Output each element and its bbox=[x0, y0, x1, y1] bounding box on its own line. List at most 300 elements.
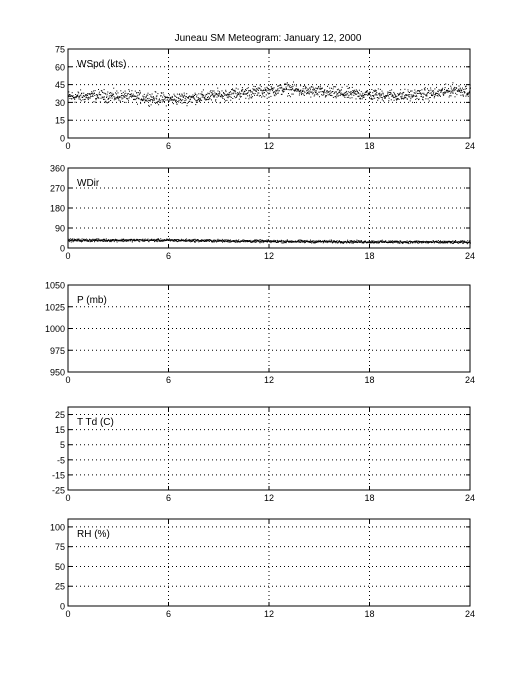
data-point bbox=[275, 240, 276, 241]
data-point bbox=[423, 99, 424, 100]
data-point bbox=[103, 99, 104, 100]
x-tick-label: 24 bbox=[464, 493, 476, 503]
data-point bbox=[361, 96, 362, 97]
data-point bbox=[469, 91, 470, 92]
data-point bbox=[129, 91, 130, 92]
data-point bbox=[370, 95, 371, 96]
data-point bbox=[210, 90, 211, 91]
data-point bbox=[428, 98, 429, 99]
data-point bbox=[257, 95, 258, 96]
data-point bbox=[331, 92, 332, 93]
data-point bbox=[123, 92, 124, 93]
data-point bbox=[453, 90, 454, 91]
data-point bbox=[319, 96, 320, 97]
data-point bbox=[393, 97, 394, 98]
data-point bbox=[177, 94, 178, 95]
data-point bbox=[213, 95, 214, 96]
data-point bbox=[272, 90, 273, 91]
data-point bbox=[391, 93, 392, 94]
data-point bbox=[77, 95, 78, 96]
data-point bbox=[335, 86, 336, 87]
data-point bbox=[90, 98, 91, 99]
data-point bbox=[248, 98, 249, 99]
x-tick-label: 18 bbox=[364, 251, 375, 261]
data-point bbox=[178, 98, 179, 99]
data-point bbox=[265, 88, 266, 89]
data-point bbox=[129, 97, 130, 98]
data-point bbox=[373, 96, 374, 97]
data-point bbox=[316, 90, 317, 91]
data-point bbox=[140, 93, 141, 94]
data-point bbox=[347, 240, 348, 241]
data-point bbox=[179, 98, 180, 99]
data-point bbox=[438, 89, 439, 90]
data-point bbox=[199, 101, 200, 102]
data-point bbox=[209, 241, 210, 242]
data-point bbox=[352, 97, 353, 98]
data-point bbox=[298, 89, 299, 90]
data-point bbox=[376, 242, 377, 243]
data-point bbox=[174, 99, 175, 100]
data-point bbox=[462, 88, 463, 89]
data-point bbox=[277, 86, 278, 87]
data-point bbox=[209, 98, 210, 99]
data-point bbox=[248, 87, 249, 88]
data-point bbox=[252, 96, 253, 97]
data-point bbox=[261, 240, 262, 241]
data-point bbox=[438, 96, 439, 97]
data-point bbox=[395, 96, 396, 97]
data-point bbox=[227, 241, 228, 242]
data-point bbox=[450, 91, 451, 92]
data-point bbox=[304, 241, 305, 242]
data-point bbox=[251, 97, 252, 98]
data-point bbox=[98, 89, 99, 90]
data-point bbox=[443, 92, 444, 93]
data-point bbox=[126, 102, 127, 103]
data-point bbox=[94, 241, 95, 242]
data-point bbox=[405, 97, 406, 98]
data-point bbox=[301, 94, 302, 95]
data-point bbox=[131, 239, 132, 240]
data-point bbox=[87, 97, 88, 98]
data-point bbox=[334, 92, 335, 93]
data-point bbox=[224, 99, 225, 100]
data-point bbox=[273, 92, 274, 93]
data-point bbox=[175, 96, 176, 97]
data-point bbox=[109, 96, 110, 97]
data-point bbox=[88, 99, 89, 100]
data-point bbox=[381, 97, 382, 98]
data-point bbox=[215, 101, 216, 102]
data-point bbox=[378, 88, 379, 89]
data-point bbox=[254, 242, 255, 243]
data-point bbox=[152, 94, 153, 95]
data-point bbox=[366, 94, 367, 95]
data-point bbox=[401, 97, 402, 98]
data-point bbox=[277, 93, 278, 94]
data-point bbox=[107, 92, 108, 93]
data-point bbox=[389, 98, 390, 99]
data-point bbox=[287, 85, 288, 86]
data-point bbox=[187, 105, 188, 106]
data-point bbox=[183, 96, 184, 97]
data-point bbox=[130, 96, 131, 97]
data-point bbox=[113, 240, 114, 241]
data-point bbox=[356, 94, 357, 95]
data-point bbox=[263, 242, 264, 243]
data-point bbox=[152, 100, 153, 101]
data-point bbox=[371, 241, 372, 242]
data-point bbox=[232, 88, 233, 89]
data-point bbox=[160, 102, 161, 103]
data-point bbox=[262, 241, 263, 242]
data-point bbox=[287, 239, 288, 240]
data-point bbox=[397, 93, 398, 94]
data-point bbox=[351, 94, 352, 95]
data-point bbox=[218, 91, 219, 92]
data-point bbox=[394, 97, 395, 98]
data-point bbox=[340, 91, 341, 92]
data-point bbox=[175, 100, 176, 101]
data-point bbox=[408, 94, 409, 95]
data-point bbox=[445, 87, 446, 88]
data-point bbox=[232, 98, 233, 99]
data-point bbox=[213, 96, 214, 97]
data-point bbox=[214, 92, 215, 93]
data-point bbox=[318, 87, 319, 88]
data-point bbox=[302, 91, 303, 92]
data-point bbox=[267, 98, 268, 99]
data-point bbox=[247, 240, 248, 241]
data-point bbox=[213, 240, 214, 241]
data-point bbox=[439, 242, 440, 243]
data-point bbox=[249, 90, 250, 91]
data-point bbox=[291, 87, 292, 88]
data-point bbox=[106, 102, 107, 103]
data-point bbox=[249, 95, 250, 96]
data-point bbox=[260, 241, 261, 242]
data-point bbox=[304, 91, 305, 92]
data-point bbox=[186, 239, 187, 240]
data-point bbox=[200, 99, 201, 100]
data-point bbox=[459, 241, 460, 242]
data-point bbox=[357, 96, 358, 97]
data-point bbox=[77, 96, 78, 97]
data-point bbox=[300, 242, 301, 243]
data-point bbox=[243, 240, 244, 241]
data-point bbox=[227, 94, 228, 95]
data-point bbox=[234, 240, 235, 241]
data-point bbox=[403, 92, 404, 93]
data-point bbox=[362, 95, 363, 96]
data-point bbox=[79, 239, 80, 240]
data-point bbox=[210, 91, 211, 92]
data-point bbox=[322, 95, 323, 96]
data-point bbox=[150, 99, 151, 100]
data-point bbox=[117, 96, 118, 97]
data-point bbox=[163, 92, 164, 93]
data-point bbox=[123, 241, 124, 242]
data-point bbox=[276, 94, 277, 95]
data-point bbox=[191, 102, 192, 103]
data-point bbox=[271, 86, 272, 87]
data-point bbox=[148, 100, 149, 101]
data-point bbox=[438, 91, 439, 92]
data-point bbox=[174, 94, 175, 95]
data-point bbox=[88, 98, 89, 99]
data-point bbox=[443, 242, 444, 243]
data-point bbox=[273, 89, 274, 90]
data-point bbox=[179, 94, 180, 95]
data-point bbox=[335, 96, 336, 97]
data-point bbox=[440, 90, 441, 91]
panel-label: P (mb) bbox=[77, 295, 107, 306]
data-point bbox=[416, 96, 417, 97]
data-point bbox=[228, 242, 229, 243]
data-point bbox=[184, 93, 185, 94]
data-point bbox=[219, 91, 220, 92]
data-point bbox=[206, 94, 207, 95]
data-point bbox=[372, 95, 373, 96]
data-point bbox=[259, 96, 260, 97]
data-point bbox=[452, 92, 453, 93]
data-point bbox=[266, 91, 267, 92]
data-point bbox=[338, 92, 339, 93]
data-point bbox=[217, 97, 218, 98]
data-point bbox=[393, 92, 394, 93]
data-point bbox=[268, 93, 269, 94]
data-point bbox=[432, 242, 433, 243]
data-point bbox=[135, 91, 136, 92]
data-point bbox=[270, 89, 271, 90]
data-point bbox=[261, 89, 262, 90]
y-tick-label: 15 bbox=[54, 425, 65, 436]
data-point bbox=[325, 92, 326, 93]
data-point bbox=[431, 92, 432, 93]
data-point bbox=[348, 97, 349, 98]
data-point bbox=[278, 85, 279, 86]
data-point bbox=[348, 241, 349, 242]
figure-title: Juneau SM Meteogram: January 12, 2000 bbox=[174, 33, 362, 44]
data-point bbox=[216, 240, 217, 241]
data-point bbox=[82, 97, 83, 98]
data-point bbox=[185, 102, 186, 103]
data-point bbox=[462, 243, 463, 244]
data-point bbox=[415, 93, 416, 94]
data-point bbox=[256, 90, 257, 91]
data-point bbox=[252, 91, 253, 92]
data-point bbox=[283, 89, 284, 90]
data-point bbox=[189, 96, 190, 97]
data-point bbox=[305, 86, 306, 87]
data-point bbox=[402, 98, 403, 99]
data-point bbox=[467, 93, 468, 94]
data-point bbox=[205, 99, 206, 100]
data-point bbox=[116, 239, 117, 240]
data-point bbox=[451, 242, 452, 243]
data-point bbox=[91, 96, 92, 97]
data-point bbox=[467, 243, 468, 244]
data-point bbox=[309, 93, 310, 94]
data-point bbox=[408, 91, 409, 92]
data-point bbox=[121, 95, 122, 96]
data-point bbox=[277, 241, 278, 242]
data-point bbox=[291, 90, 292, 91]
data-point bbox=[287, 84, 288, 85]
data-point bbox=[455, 242, 456, 243]
data-point bbox=[460, 88, 461, 89]
data-point bbox=[240, 93, 241, 94]
data-point bbox=[174, 241, 175, 242]
data-point bbox=[398, 241, 399, 242]
data-point bbox=[157, 240, 158, 241]
data-point bbox=[218, 96, 219, 97]
data-point bbox=[230, 100, 231, 101]
data-point bbox=[176, 239, 177, 240]
data-point bbox=[369, 92, 370, 93]
data-point bbox=[211, 99, 212, 100]
data-point bbox=[446, 92, 447, 93]
data-point bbox=[110, 100, 111, 101]
data-point bbox=[299, 91, 300, 92]
data-point bbox=[246, 94, 247, 95]
data-point bbox=[93, 101, 94, 102]
data-point bbox=[343, 243, 344, 244]
data-point bbox=[361, 241, 362, 242]
data-point bbox=[354, 93, 355, 94]
data-point bbox=[350, 94, 351, 95]
data-point bbox=[184, 100, 185, 101]
data-point bbox=[374, 91, 375, 92]
data-point bbox=[133, 96, 134, 97]
x-tick-label: 6 bbox=[165, 609, 172, 619]
data-point bbox=[259, 240, 260, 241]
data-point bbox=[236, 96, 237, 97]
data-point bbox=[369, 94, 370, 95]
data-point bbox=[139, 98, 140, 99]
data-point bbox=[295, 90, 296, 91]
x-tick-label: 18 bbox=[364, 141, 375, 151]
data-point bbox=[82, 238, 83, 239]
data-point bbox=[218, 93, 219, 94]
data-point bbox=[381, 95, 382, 96]
data-point bbox=[410, 100, 411, 101]
data-point bbox=[238, 89, 239, 90]
data-point bbox=[173, 240, 174, 241]
y-tick-label: 45 bbox=[54, 80, 65, 91]
data-point bbox=[393, 242, 394, 243]
data-point bbox=[372, 99, 373, 100]
data-point bbox=[139, 90, 140, 91]
y-tick-label: -15 bbox=[51, 470, 65, 481]
data-point bbox=[378, 97, 379, 98]
data-point bbox=[167, 99, 168, 100]
data-point bbox=[372, 242, 373, 243]
data-point bbox=[137, 104, 138, 105]
data-point bbox=[155, 103, 156, 104]
data-point bbox=[465, 96, 466, 97]
data-point bbox=[432, 95, 433, 96]
data-point bbox=[177, 104, 178, 105]
data-point bbox=[235, 97, 236, 98]
data-point bbox=[84, 101, 85, 102]
data-point bbox=[253, 86, 254, 87]
data-point bbox=[295, 89, 296, 90]
data-point bbox=[154, 98, 155, 99]
data-point bbox=[268, 239, 269, 240]
data-point bbox=[421, 96, 422, 97]
data-point bbox=[255, 242, 256, 243]
data-point bbox=[232, 89, 233, 90]
data-point bbox=[289, 95, 290, 96]
data-point bbox=[316, 242, 317, 243]
data-point bbox=[250, 92, 251, 93]
data-point bbox=[110, 241, 111, 242]
data-point bbox=[317, 93, 318, 94]
data-point bbox=[463, 96, 464, 97]
data-point bbox=[219, 94, 220, 95]
y-tick-label: 5 bbox=[59, 440, 65, 451]
data-point bbox=[346, 92, 347, 93]
data-point bbox=[222, 90, 223, 91]
data-point bbox=[414, 90, 415, 91]
data-point bbox=[185, 240, 186, 241]
data-point bbox=[425, 87, 426, 88]
data-point bbox=[337, 240, 338, 241]
data-point bbox=[300, 85, 301, 86]
data-point bbox=[158, 238, 159, 239]
x-tick-label: 0 bbox=[65, 609, 71, 619]
data-point bbox=[321, 94, 322, 95]
data-point bbox=[132, 242, 133, 243]
data-point bbox=[452, 90, 453, 91]
data-point bbox=[356, 240, 357, 241]
data-point bbox=[169, 94, 170, 95]
data-point bbox=[300, 91, 301, 92]
data-point bbox=[285, 89, 286, 90]
data-point bbox=[139, 241, 140, 242]
data-point bbox=[430, 90, 431, 91]
x-tick-label: 6 bbox=[165, 493, 172, 503]
data-point bbox=[356, 98, 357, 99]
data-point bbox=[302, 90, 303, 91]
data-point bbox=[207, 93, 208, 94]
data-point bbox=[320, 240, 321, 241]
data-point bbox=[252, 88, 253, 89]
data-point bbox=[135, 99, 136, 100]
data-point bbox=[418, 243, 419, 244]
data-point bbox=[426, 94, 427, 95]
data-point bbox=[175, 101, 176, 102]
data-point bbox=[424, 88, 425, 89]
data-point bbox=[313, 88, 314, 89]
data-point bbox=[71, 242, 72, 243]
data-point bbox=[267, 88, 268, 89]
data-point bbox=[348, 91, 349, 92]
data-point bbox=[110, 92, 111, 93]
data-point bbox=[90, 94, 91, 95]
data-point bbox=[148, 105, 149, 106]
data-point bbox=[308, 92, 309, 93]
data-point bbox=[398, 98, 399, 99]
data-point bbox=[217, 241, 218, 242]
data-point bbox=[238, 239, 239, 240]
data-point bbox=[110, 97, 111, 98]
data-point bbox=[300, 90, 301, 91]
data-point bbox=[147, 95, 148, 96]
data-point bbox=[254, 95, 255, 96]
